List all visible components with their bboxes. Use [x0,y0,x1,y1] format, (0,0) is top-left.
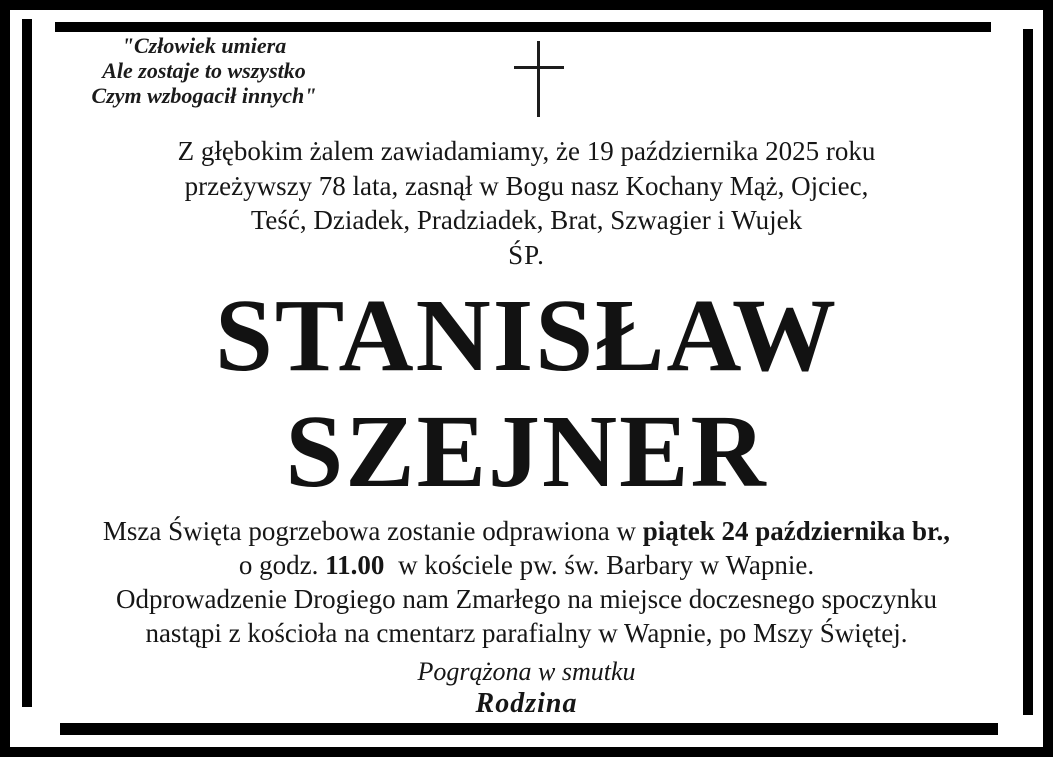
sp-abbreviation: ŚP. [508,239,545,270]
funeral-details [28,514,1025,650]
announcement-line-1: Z głębokim żalem zawiadamiamy, że 19 października 2025 roku [177,136,876,166]
funeral-line-2 [28,548,1025,582]
funeral-line-2-pre: o godz. [238,550,326,580]
memorial-quote [46,33,362,108]
funeral-date-bold: piątek 24 października br., [642,516,951,546]
funeral-line-1 [28,514,1025,548]
announcement-line-3: Teść, Dziadek, Pradziadek, Brat, Szwagier i Wujek [250,205,803,235]
funeral-line-3: Odprowadzenie Drogiego nam Zmarłego na miejsce doczesnego spoczynku [116,584,937,614]
mourning-phrase: Pogrążona w smutku [417,657,636,686]
deceased-last-name: SZEJNER [285,394,768,509]
cross-horizontal-beam [514,66,564,69]
inner-frame-bottom-bar [60,723,998,735]
cross-icon [514,41,564,117]
funeral-line-1-text: Msza Święta pogrzebowa zostanie odprawiona w [102,516,643,546]
cross-vertical-beam [537,41,540,117]
funeral-line-4: nastąpi z kościoła na cmentarz parafialny w Wapnie, po Mszy Świętej. [145,618,908,648]
inner-frame-top-bar [55,22,991,32]
announcement-line-2: przeżywszy 78 lata, zasnął w Bogu nasz Kochany Mąż, Ojciec, [184,170,869,201]
funeral-time-bold: 11.00 [325,550,385,580]
memorial-quote-line: Ale zostaje to wszystko [102,58,306,83]
deceased-first-name: STANISŁAW [215,278,838,393]
death-announcement [60,134,993,272]
memorial-quote-line: "Człowiek umiera [121,33,287,58]
funeral-line-2-post: w kościele pw. św. Barbary w Wapnie. [391,550,815,580]
family-signature: Rodzina [475,688,578,719]
memorial-quote-line: Czym wzbogacił innych" [91,83,317,108]
